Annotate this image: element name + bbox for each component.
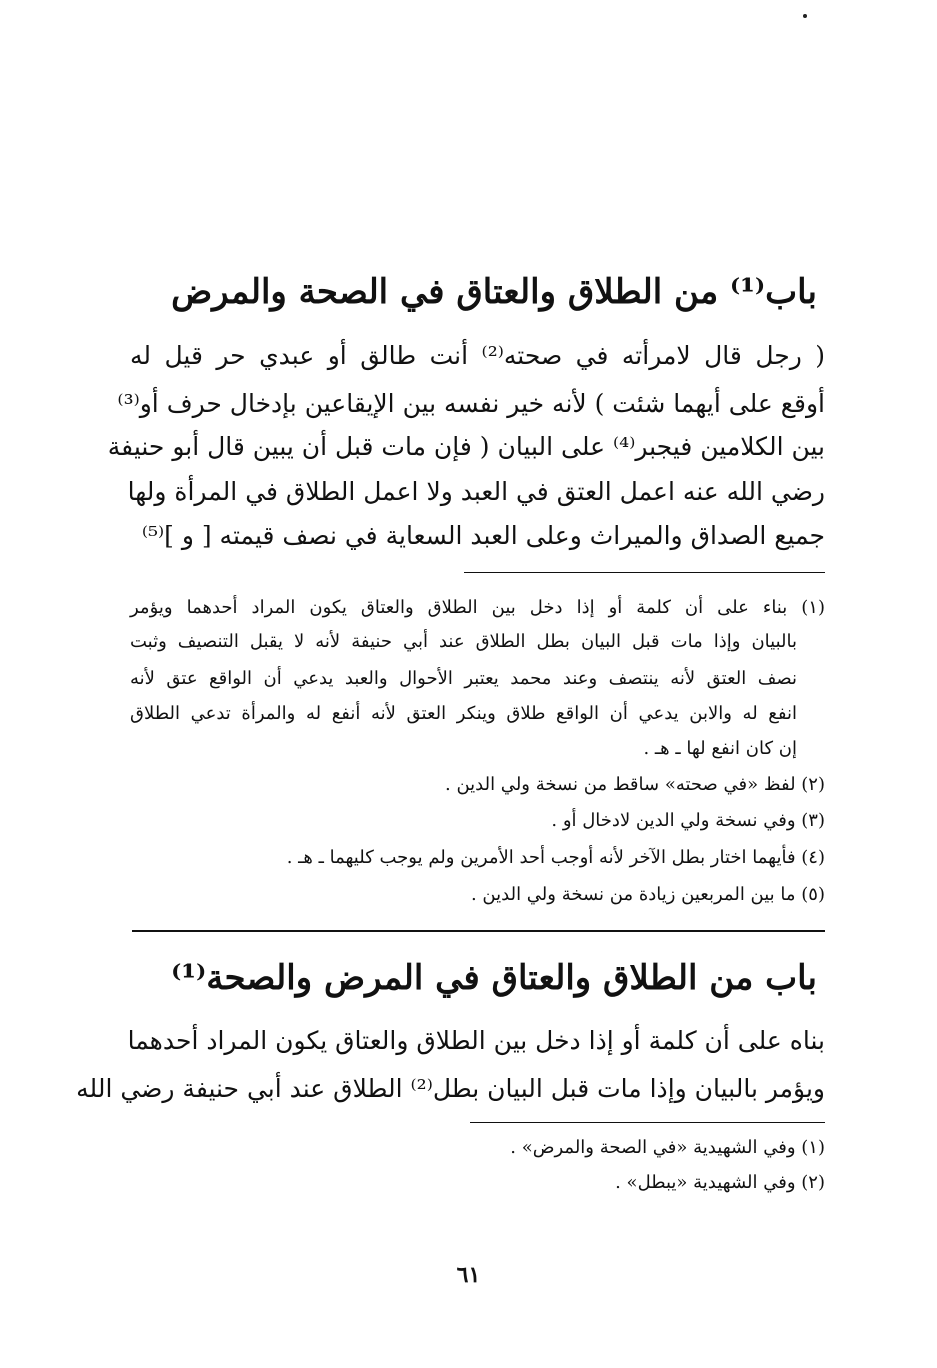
footnote-separator [464, 572, 825, 573]
footnote-line: (٣) وفي نسخة ولي الدين لادخال أو . [551, 810, 825, 831]
section-heading-1: باب⁽¹⁾ من الطلاق والعتاق في الصحة والمرض [171, 272, 817, 312]
footnote-line: انفع له والابن يدعي أن الواقع طلاق وينكر العتق لأنه أنفع له والمرأة تدعي الطلاق [130, 703, 797, 724]
footnote-line: نصف العتق لأنه ينتصف وعند محمد يعتبر الأحوال والعبد يدعي أن الواقع عتق لأنه [130, 668, 797, 689]
section-divider [132, 930, 825, 932]
footnote-line: (٥) ما بين المربعين زيادة من نسخة ولي الدين . [470, 884, 825, 905]
body-line: أوقع على أيهما شئت ) لأنه خير نفسه بين الإيقاعين بإدخال حرف أو⁽³⁾ [117, 389, 825, 418]
body-line: جميع الصداق والميراث وعلى العبد السعاية في نصف قيمته [ و ]⁽⁵⁾ [141, 521, 825, 550]
footnote-separator [470, 1122, 825, 1123]
footnote-line: بالبيان وإذا مات قبل البيان بطل الطلاق عند أبي حنيفة لأنه لا يقبل التنصيف وثبت [130, 631, 797, 652]
body-line: بين الكلامين فيجبر⁽⁴⁾ على البيان ( فإن مات قبل أن يبين قال أبو حنيفة [107, 432, 825, 461]
page-number: ٦١ [456, 1262, 481, 1288]
scan-speck [803, 14, 807, 18]
footnote-line: إن كان انفع لها ـ هـ . [643, 738, 797, 759]
body-line: بناه على أن كلمة أو إذا دخل بين الطلاق والعتاق يكون المراد أحدهما [127, 1026, 825, 1055]
body-line: ويؤمر بالبيان وإذا مات قبل البيان بطل⁽²⁾ الطلاق عند أبي حنيفة رضي الله [76, 1074, 825, 1103]
body-line: رضي الله عنه اعمل العتق في العبد ولا اعمل الطلاق في المرأة ولها [127, 477, 825, 506]
body-line: ( رجل قال لامرأته في صحته⁽²⁾ أنت طالق أو عبدي حر قيل له [130, 341, 825, 370]
footnote-line: (١) وفي الشهيدية «في الصحة والمرض» . [510, 1137, 825, 1158]
footnote-line: (٢) وفي الشهيدية «يبطل» . [615, 1172, 825, 1193]
footnote-line: (٤) فأيهما اختار بطل الآخر لأنه أوجب أحد الأمرين ولم يوجب كليهما ـ هـ . [286, 847, 825, 868]
section-heading-2: باب من الطلاق والعتاق في المرض والصحة⁽¹⁾ [171, 958, 817, 998]
footnote-line: (٢) لفظ «في صحته» ساقط من نسخة ولي الدين . [445, 774, 825, 795]
footnote-line: (١) بناء على أن كلمة أو إذا دخل بين الطلاق والعتاق يكون المراد أحدهما ويؤمر [130, 597, 825, 618]
